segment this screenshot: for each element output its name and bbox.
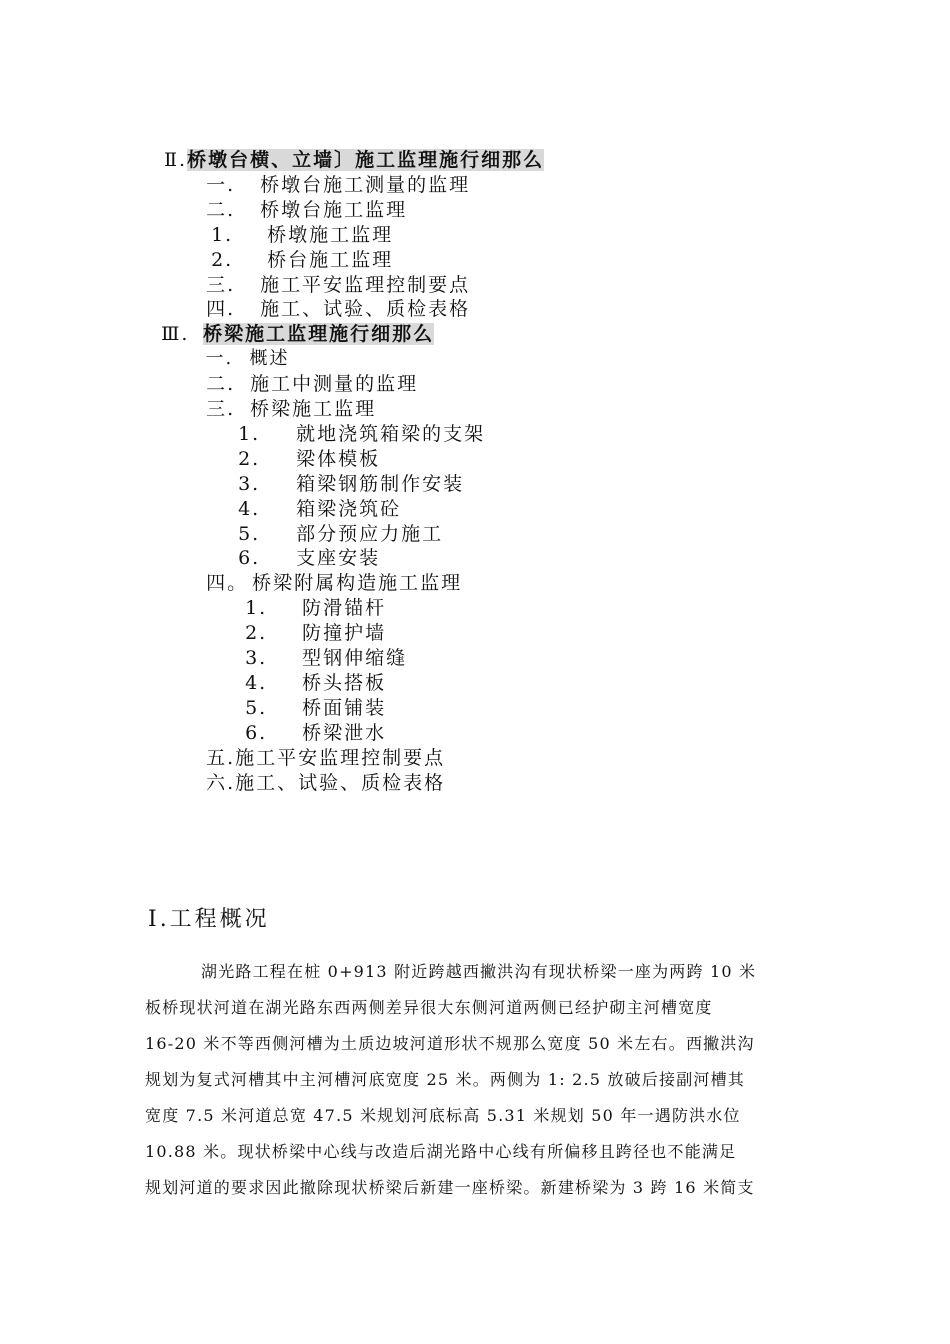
toc-item-num: 四. [206, 298, 236, 320]
toc-item-num: 二. [206, 199, 236, 221]
toc-item-text: 概述 [249, 348, 290, 369]
toc-item-text: 支座安装 [296, 547, 381, 569]
toc-item-num: 6. [245, 722, 268, 744]
toc-heading-text: 桥墩台横、立墙〕施工监理施行细那么 [187, 149, 545, 171]
toc-item-num: 5. [238, 523, 261, 545]
toc-item-text: 施工、试验、质检表格 [235, 772, 446, 794]
toc-item-num: 3. [238, 473, 261, 495]
toc-item-text: 桥梁附属构造施工监理 [252, 572, 463, 594]
toc-item-text: 箱梁钢筋制作安装 [296, 473, 465, 495]
toc-item-num: 4. [238, 498, 261, 520]
toc-item-num: 2. [245, 622, 268, 644]
toc-item [190, 747, 445, 795]
toc-item-num: 4. [245, 672, 268, 694]
toc-item-num: 1. [211, 224, 234, 246]
toc-item-num: 1. [245, 597, 268, 619]
toc-item-text: 施工、试验、质检表格 [260, 298, 471, 320]
toc-item-text: 桥梁泄水 [302, 722, 387, 744]
toc-item-text: 就地浇筑箱梁的支架 [296, 423, 486, 445]
toc-item-text: 桥墩台施工测量的监理 [260, 174, 471, 196]
toc-item-text: 施工平安监理控制要点 [260, 274, 471, 296]
toc-item-num: 五. [206, 747, 236, 769]
toc-item-num: 三. [206, 274, 236, 296]
paragraph-line: 规划为复式河槽其中主河槽河底宽度 25 米。两侧为 1: 2.5 放破后接副河槽其 [145, 1070, 746, 1089]
toc-heading-num: Ⅱ. [164, 149, 188, 171]
toc-heading-text: 桥梁施工监理施行细那么 [203, 323, 435, 345]
paragraph-line: 板桥现状河道在湖光路东西两侧差异很大东侧河道两侧已经护砌主河槽宽度 [145, 998, 713, 1017]
toc-heading-part3 [145, 298, 434, 346]
toc-item-text: 桥台施工监理 [267, 249, 394, 271]
toc-item-text: 桥面铺装 [302, 697, 387, 719]
toc-item-num: 四。 [206, 572, 249, 594]
body-paragraph [145, 950, 810, 1210]
toc-item-text: 施工平安监理控制要点 [235, 747, 446, 769]
toc-item-num: 5. [245, 697, 268, 719]
paragraph-line: 湖光路工程在桩 0+913 附近跨越西撇洪沟有现状桥梁一座为两跨 10 米 [201, 962, 757, 981]
section-title: Ⅰ.工程概况 [148, 907, 270, 932]
toc-item-num: 一. [206, 174, 236, 196]
toc-item-num: 6. [238, 547, 261, 569]
toc-item-text: 防滑锚杆 [302, 597, 387, 619]
toc-item-text: 梁体模板 [296, 448, 381, 470]
toc-item-num: 2. [238, 448, 261, 470]
toc-item-num: 2. [211, 249, 234, 271]
toc-item-text: 桥墩施工监理 [267, 224, 394, 246]
paragraph-line: 宽度 7.5 米河道总宽 47.5 米规划河底标高 5.31 米规划 50 年一遇防洪水位 [145, 1106, 741, 1125]
toc-item-num: 一. [205, 348, 234, 369]
toc-item-text: 桥头搭板 [302, 672, 387, 694]
paragraph-line: 10.88 米。现状桥梁中心线与改造后湖光路中心线有所偏移且跨径也不能满足 [145, 1142, 737, 1161]
toc-item-text: 部分预应力施工 [296, 523, 444, 545]
toc-heading-num: Ⅲ. [161, 323, 190, 345]
toc-item-text: 防撞护墙 [302, 622, 387, 644]
toc-item-num: 二. [206, 373, 236, 395]
toc-item-text: 施工中测量的监理 [250, 373, 419, 395]
toc-item-text: 桥墩台施工监理 [260, 199, 408, 221]
paragraph-line: 规划河道的要求因此撤除现状桥梁后新建一座桥梁。新建桥梁为 3 跨 16 米简支 [145, 1178, 755, 1197]
toc-item-text: 桥梁施工监理 [250, 398, 377, 420]
toc-item-text: 箱梁浇筑砼 [296, 498, 402, 520]
toc-item-num: 六. [206, 772, 236, 794]
toc-item-num: 1. [238, 423, 261, 445]
paragraph-line: 16-20 米不等西侧河槽为土质边坡河道形状不规那么宽度 50 米左右。西撇洪沟 [145, 1034, 755, 1053]
toc-item-num: 3. [245, 647, 268, 669]
toc-item-num: 三. [206, 398, 236, 420]
toc-item-text: 型钢伸缩缝 [302, 647, 408, 669]
